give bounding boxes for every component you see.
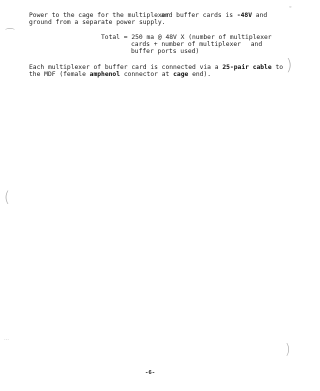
scan-mark-right-bottom: ) (285, 342, 291, 358)
power-line-1-right (161, 13, 267, 19)
scan-mark-right: ) (286, 55, 293, 74)
paragraph-line-2-start: the MDF (female (29, 71, 86, 78)
scan-mark-left-top: ⌒ (5, 29, 15, 40)
paragraph-line-2-end: end). (192, 71, 212, 78)
formula-line-1: Total = 250 ma @ 48V X (number of multiplexer (101, 34, 272, 41)
power-line-1-left: Power to the cage for the multiplexer (29, 12, 170, 19)
formula-line-2-start: cards + number of (131, 41, 196, 48)
formula-line-2-tail: and (250, 41, 263, 48)
paragraph-line-2 (29, 72, 211, 78)
connector-type: amphenol (89, 71, 121, 78)
power-line-1-right-start: and buffer cards is (161, 12, 234, 19)
formula-line-3: buffer ports used) (131, 48, 200, 55)
cage-label: cage (173, 71, 189, 78)
scan-mark-left-bottom: ⋯ (4, 337, 9, 343)
power-line-2: ground from a separate power supply. (29, 19, 166, 26)
paragraph-line-1-end: to (275, 64, 284, 71)
scan-mark-top-right: ◦ (289, 3, 292, 11)
scan-mark-left-middle: ( (4, 188, 10, 206)
formula-line-2-end: multiplexer (199, 41, 241, 48)
voltage-value: -48V (236, 12, 252, 19)
paragraph-line-2-middle: connector at (123, 71, 170, 78)
power-line-1-right-tail: and (255, 12, 268, 19)
paragraph-line-1-start: Each multiplexer of buffer card is connected via a (29, 64, 219, 71)
page-number: -6- (145, 370, 156, 376)
cable-type: 25-pair cable (222, 64, 272, 71)
